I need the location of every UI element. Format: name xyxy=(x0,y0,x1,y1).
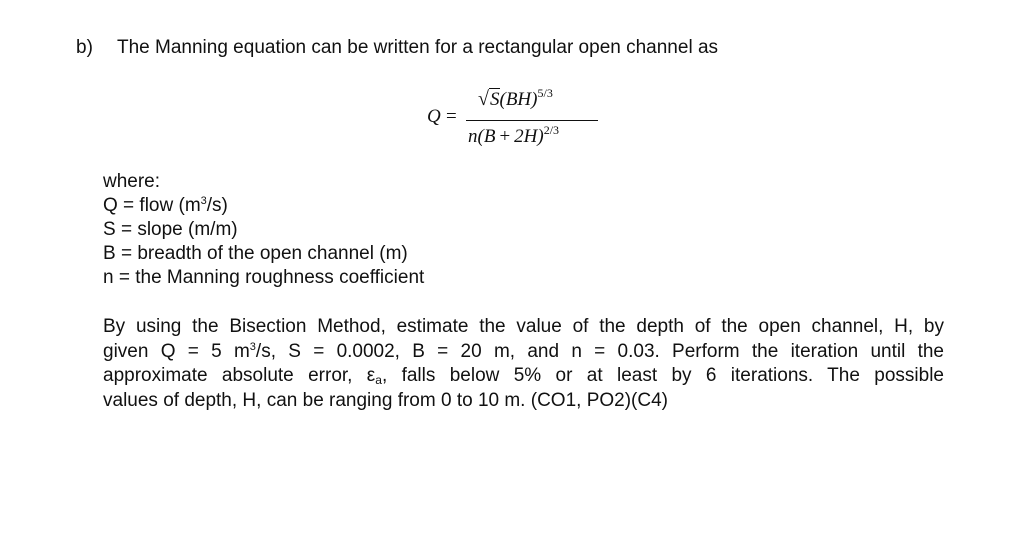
denominator-exponent: 2/3 xyxy=(543,123,560,137)
definition-q-text: Q = flow (m xyxy=(103,195,201,216)
paragraph-line-3b: , falls below 5% or at least by 6 iterations. The possible xyxy=(381,365,944,386)
sqrt-argument: S xyxy=(490,89,500,110)
paragraph-line-3a: approximate absolute error, ε xyxy=(103,365,376,386)
problem-paragraph xyxy=(103,315,944,413)
definitions-list xyxy=(103,170,424,290)
formula-lhs: Q xyxy=(427,106,441,127)
numerator-group: (BH) xyxy=(499,89,538,110)
definition-q xyxy=(103,194,424,218)
paragraph-line-2-sup: 3 xyxy=(249,340,256,353)
formula-denominator xyxy=(468,123,559,148)
fraction-bar xyxy=(466,120,598,121)
paragraph-line-4: values of depth, H, can be ranging from 0 to 10 m. (CO1, PO2)(C4) xyxy=(103,389,668,411)
paragraph-line-2a: given Q = 5 m xyxy=(103,340,250,362)
paragraph-line-2 xyxy=(103,340,944,365)
definition-s: S = slope (m/m) xyxy=(103,219,238,240)
manning-equation xyxy=(424,84,624,154)
paragraph-line-1: By using the Bisection Method, estimate the value of the depth of the open channel, H, by xyxy=(103,316,944,337)
denominator-open: (B xyxy=(477,126,496,147)
definition-n: n = the Manning roughness coefficient xyxy=(103,267,425,288)
definition-q-suffix: /s) xyxy=(206,195,228,216)
denominator-plus: + xyxy=(499,126,511,147)
formula-equals: = xyxy=(446,106,457,127)
paragraph-line-2b: /s, S = 0.0002, B = 20 m, and n = 0.03. Perform the iteration until the xyxy=(255,340,944,362)
question-intro: The Manning equation can be written for a rectangular open channel as xyxy=(117,37,719,58)
paragraph-line-3-sub: a xyxy=(375,373,382,387)
denominator-close: ) xyxy=(537,126,544,147)
question-label: b) xyxy=(76,37,93,58)
definition-q-sup: 3 xyxy=(200,195,207,207)
radical-sign-icon: √ xyxy=(478,88,489,110)
paragraph-line-3 xyxy=(103,364,944,389)
formula-numerator xyxy=(479,86,553,111)
definitions-heading: where: xyxy=(103,171,161,192)
denominator-coef: n xyxy=(468,126,478,147)
numerator-exponent: 5/3 xyxy=(537,86,553,100)
denominator-term: 2H xyxy=(514,126,538,147)
definition-b: B = breadth of the open channel (m) xyxy=(103,243,408,264)
square-root xyxy=(479,89,500,111)
